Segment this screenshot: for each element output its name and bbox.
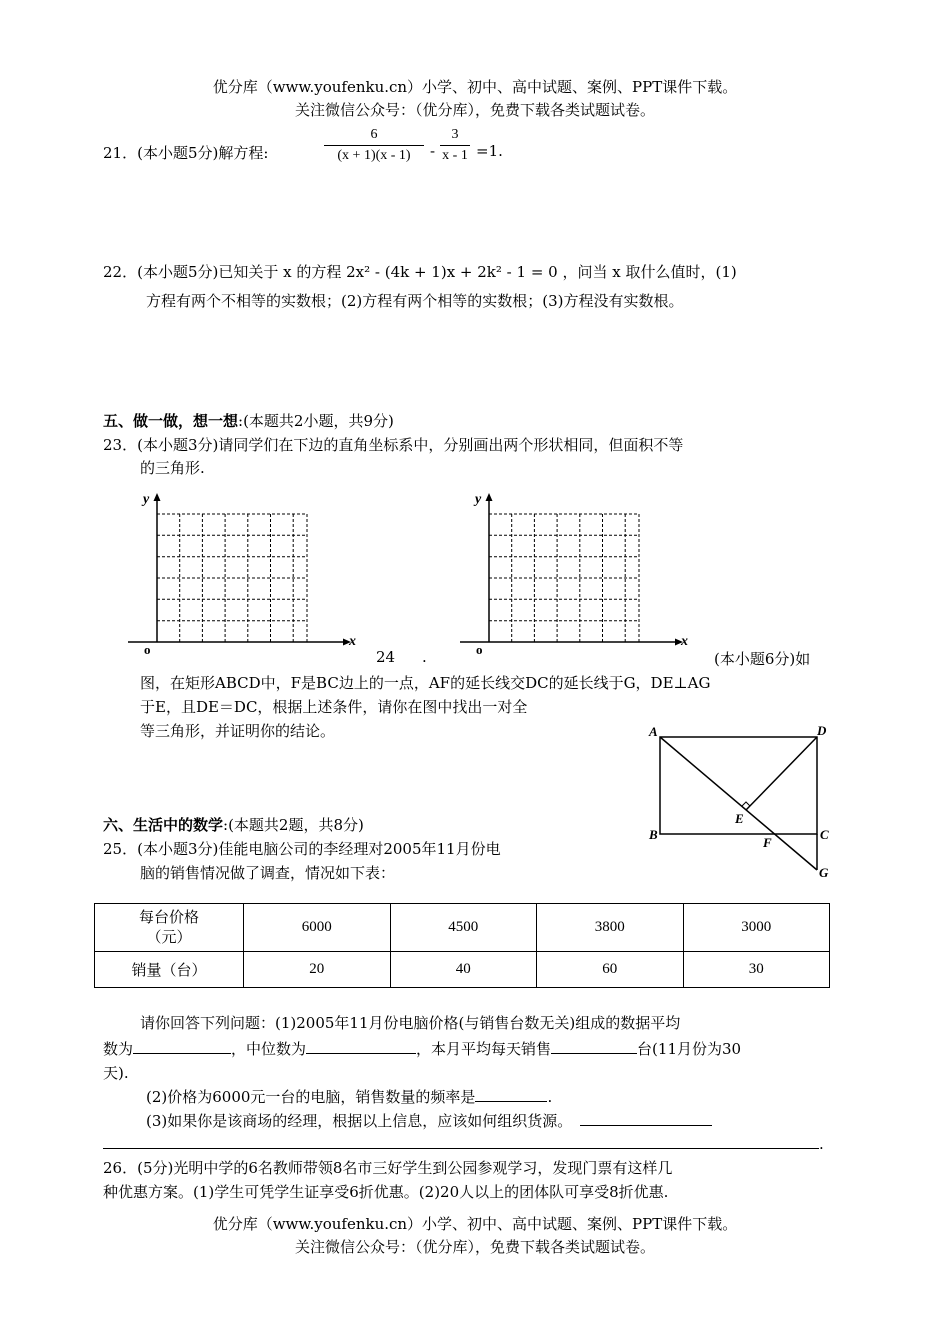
q21-fraction-1	[324, 127, 424, 164]
q22-line-2: 方程有两个不相等的实数根；(2)方程有两个相等的实数根；(3)方程没有实数根。	[146, 292, 684, 310]
section-6-title: 六、生活中的数学	[103, 816, 224, 834]
table-cell-price: 4500	[390, 904, 537, 952]
table-cell-price: 6000	[244, 904, 391, 952]
table-cell-sales: 20	[244, 952, 391, 988]
table-cell-sales: 40	[390, 952, 537, 988]
q21-rhs: =1.	[476, 142, 503, 160]
grid-left-origin: o	[144, 642, 151, 657]
q21-frac2-numerator: 3	[440, 127, 470, 146]
daily-sales-answer-blank[interactable]	[551, 1039, 637, 1054]
q24-line-4: 等三角形，并证明你的结论。	[140, 722, 336, 740]
table-header-price-b: （元）	[146, 929, 192, 946]
q23-line-1: 23．(本小题3分)请同学们在下边的直角坐标系中，分别画出两个形状相同，但面积不等	[103, 436, 684, 454]
q25-end-dot: .	[819, 1135, 824, 1153]
q24-dot: .	[422, 648, 427, 666]
figure-label-d: D	[817, 723, 827, 738]
q25-line-2: 脑的销售情况做了调查，情况如下表：	[140, 864, 396, 882]
figure-label-c: C	[820, 827, 829, 842]
mean-answer-blank[interactable]	[133, 1039, 231, 1054]
q25-ask-line-1: 请你回答下列问题：(1)2005年11月份电脑价格(与销售台数无关)组成的数据平均	[140, 1014, 681, 1032]
coordinate-grid-right	[457, 488, 692, 663]
q25-sub-3-text: (3)如果你是该商场的经理，根据以上信息，应该如何组织货源。	[146, 1112, 573, 1130]
q25-sub-2	[146, 1086, 552, 1107]
figure-label-e: E	[735, 811, 744, 826]
q25-line-1: 25．(本小题3分)佳能电脑公司的李经理对2005年11月份电	[103, 840, 501, 858]
table-cell-sales: 60	[537, 952, 684, 988]
section-5-heading	[103, 410, 394, 431]
grid-left-x-label: x	[349, 634, 356, 649]
table-header-sales: 销量（台）	[95, 952, 244, 988]
q25-sub-2-end: .	[547, 1088, 553, 1106]
section-5-desc: :(本题共2小题，共9分)	[238, 412, 394, 430]
q24-number: 24	[376, 648, 396, 666]
table-cell-price: 3000	[683, 904, 830, 952]
q21-minus: -	[430, 142, 436, 160]
table-row-sales	[95, 952, 830, 988]
table-header-price-a: 每台价格	[138, 909, 199, 926]
table-cell-sales: 30	[683, 952, 830, 988]
q25-ask-mean: 数为	[103, 1040, 134, 1058]
q21-text: 21．(本小题5分)解方程:	[103, 144, 269, 162]
q21-fraction-2	[440, 127, 470, 164]
section-6-desc: :(本题共2题，共8分)	[223, 816, 364, 834]
frequency-answer-blank[interactable]	[475, 1087, 547, 1102]
figure-label-f: F	[763, 835, 772, 850]
coordinate-grid-left	[125, 488, 360, 663]
footer-line-1: 优分库（www.youfenku.cn）小学、初中、高中试题、案例、PPT课件下载。	[212, 1215, 738, 1233]
q26-line-1: 26．(5分)光明中学的6名教师带领8名市三好学生到公园参观学习，发现门票有这样几	[103, 1159, 673, 1177]
q23-line-2: 的三角形.	[140, 459, 205, 477]
grid-right-origin: o	[476, 642, 483, 657]
table-row-prices	[95, 904, 830, 952]
figure-label-g: G	[819, 865, 829, 880]
q24-line-2: 图，在矩形ABCD中，F是BC边上的一点，AF的延长线交DC的延长线于G，DE⊥AG	[140, 674, 711, 692]
q25-ask-units: 台(11月份为30	[637, 1040, 742, 1058]
q25-ask-line-2	[103, 1038, 741, 1059]
q21-frac1-numerator: 6	[324, 127, 424, 146]
q22-line-1: 22．(本小题5分)已知关于 x 的方程 2x² - (4k + 1)x + 2k² - 1 = 0 ，问当 x 取什么值时，(1)	[103, 263, 737, 281]
q25-sub-3	[146, 1110, 712, 1131]
header-line-1: 优分库（www.youfenku.cn）小学、初中、高中试题、案例、PPT课件下载。	[212, 78, 738, 96]
sales-table	[94, 903, 830, 988]
header-line-2: 关注微信公众号：（优分库），免费下载各类试题试卷。	[294, 101, 655, 119]
q24-line-3: 于E，且DE＝DC，根据上述条件，请你在图中找出一对全	[140, 698, 528, 716]
q25-ask-median: ，中位数为	[231, 1040, 307, 1058]
q25-ask-daily: ，本月平均每天销售	[416, 1040, 552, 1058]
table-header-price	[95, 904, 244, 952]
q26-line-2: 种优惠方案。(1)学生可凭学生证享受6折优惠。(2)20人以上的团体队可享受8折优惠.	[103, 1183, 669, 1201]
grid-left-y-label: y	[143, 492, 150, 507]
median-answer-blank[interactable]	[306, 1039, 416, 1054]
grid-right-x-label: x	[681, 634, 688, 649]
figure-label-a: A	[649, 724, 658, 739]
q25-sub-2-text: (2)价格为6000元一台的电脑，销售数量的频率是	[146, 1088, 476, 1106]
q21-frac2-denominator: x - 1	[442, 148, 468, 163]
table-cell-price: 3800	[537, 904, 684, 952]
stock-plan-answer-blank[interactable]	[580, 1111, 712, 1126]
section-5-title: 五、做一做，想一想	[103, 412, 239, 430]
grid-right-y-label: y	[475, 492, 482, 507]
rectangle-abcd-figure	[645, 722, 845, 884]
q25-ask-line-3: 天).	[103, 1064, 129, 1082]
q21-frac1-denominator: (x + 1)(x - 1)	[337, 148, 411, 163]
figure-label-b: B	[649, 827, 658, 842]
section-6-heading	[103, 814, 364, 835]
footer-line-2: 关注微信公众号：（优分库），免费下载各类试题试卷。	[294, 1238, 655, 1256]
stock-plan-answer-line[interactable]	[103, 1134, 819, 1149]
q24-score: (本小题6分)如	[714, 650, 811, 668]
q25-answer-line	[103, 1134, 824, 1153]
